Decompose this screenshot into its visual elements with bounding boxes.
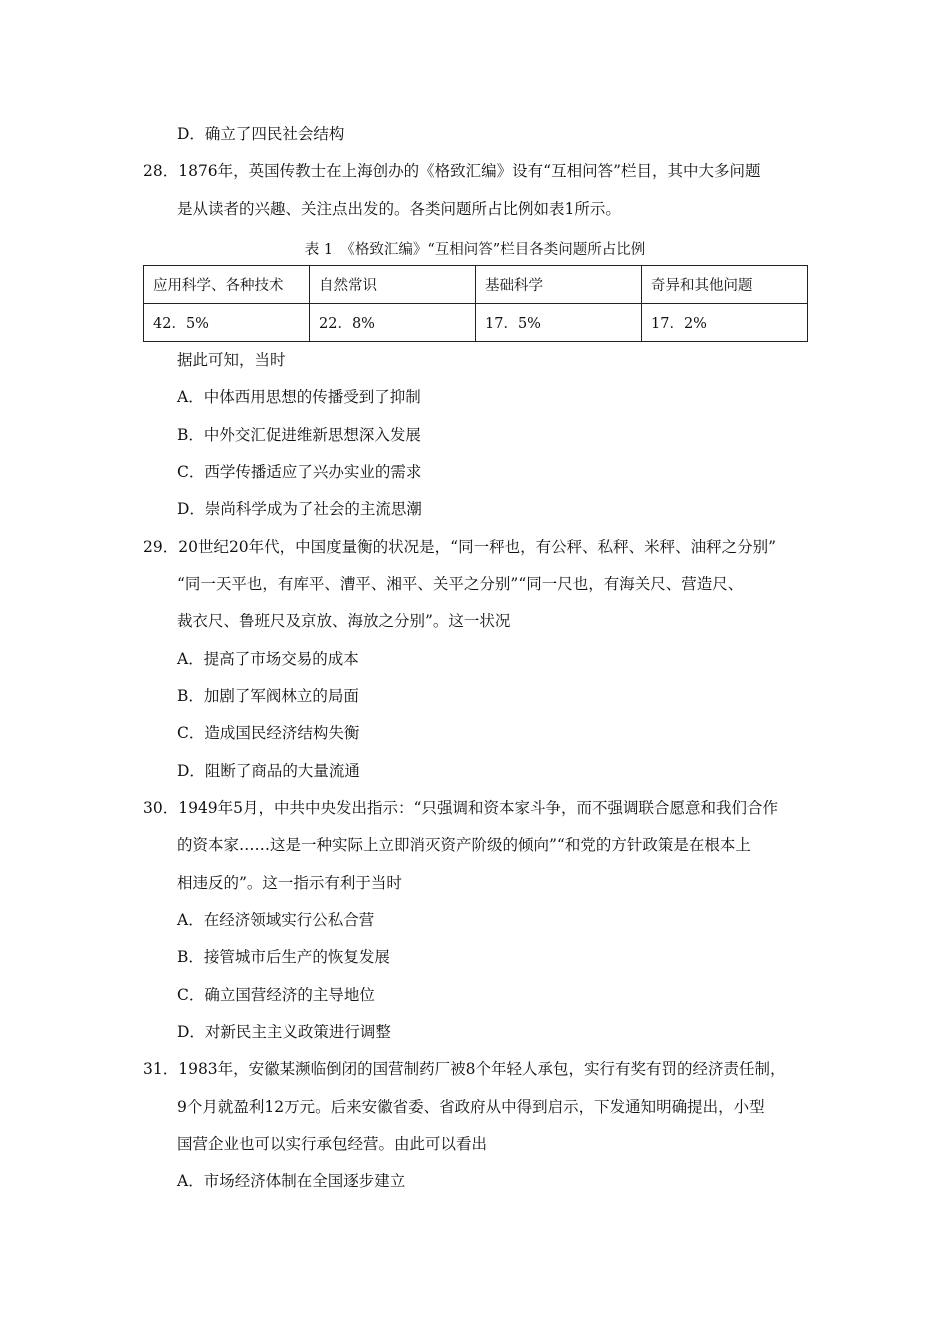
q30-option-a: A．在经济领域实行公私合营	[177, 911, 375, 929]
q29-stem-line3: 裁衣尺、鲁班尺及京放、海放之分别”。这一状况	[177, 612, 511, 630]
q28-stem-line2: 是从读者的兴趣、关注点出发的。各类问题所占比例如表1所示。	[177, 200, 621, 218]
q29-stem-line2: “同一天平也，有库平、漕平、湘平、关平之分别”“同一尺也，有海关尺、营造尺、	[177, 575, 744, 593]
q28-option-c: C．西学传播适应了兴办实业的需求	[177, 463, 422, 481]
table-row	[144, 304, 808, 342]
q30-option-b: B．接管城市后生产的恢复发展	[177, 948, 390, 966]
q31-stem-line1: 31．1983年，安徽某濒临倒闭的国营制药厂被8个年轻人承包，实行有奖有罚的经济责任制，	[143, 1060, 786, 1078]
q29-option-d: D．阻断了商品的大量流通	[177, 762, 360, 780]
table-header-cell: 自然常识	[310, 266, 476, 304]
table-caption: 表 1 《格致汇编》“互相问答”栏目各类问题所占比例	[304, 242, 646, 258]
table-cell: 17．5%	[476, 304, 642, 342]
q28-stem-line1: 28．1876年，英国传教士在上海创办的《格致汇编》设有“互相问答”栏目，其中大多问题	[143, 162, 761, 180]
q28-option-d: D．崇尚科学成为了社会的主流思潮	[177, 500, 422, 518]
q28-option-b: B．中外交汇促进维新思想深入发展	[177, 426, 421, 444]
table-header-cell: 应用科学、各种技术	[144, 266, 310, 304]
q30-option-c: C．确立国营经济的主导地位	[177, 986, 375, 1004]
q31-stem-line2: 9个月就盈利12万元。后来安徽省委、省政府从中得到启示，下发通知明确提出，小型	[177, 1098, 765, 1116]
table-header-row	[144, 266, 808, 304]
table-header-cell: 基础科学	[476, 266, 642, 304]
q30-stem-line3: 相违反的”。这一指示有利于当时	[177, 874, 402, 892]
table-cell: 22．8%	[310, 304, 476, 342]
q28-stem: 据此可知，当时	[177, 351, 286, 369]
q30-option-d: D．对新民主主义政策进行调整	[177, 1023, 391, 1041]
q30-stem-line1: 30．1949年5月，中共中央发出指示：“只强调和资本家斗争，而不强调联合愿意和我们合作	[143, 799, 778, 817]
table-cell: 17．2%	[642, 304, 808, 342]
q29-option-b: B．加剧了军阀林立的局面	[177, 687, 359, 705]
q28-option-a: A．中体西用思想的传播受到了抑制	[177, 388, 421, 406]
table-cell: 42．5%	[144, 304, 310, 342]
table-header-cell: 奇异和其他问题	[642, 266, 808, 304]
proportion-table	[143, 265, 808, 342]
q30-stem-line2: 的资本家……这是一种实际上立即消灭资产阶级的倾向”“和党的方针政策是在根本上	[177, 836, 751, 854]
q29-stem-line1: 29．20世纪20年代，中国度量衡的状况是，“同一秤也，有公秤、私秤、米秤、油秤之分别”	[143, 538, 777, 556]
q31-option-a: A．市场经济体制在全国逐步建立	[177, 1172, 406, 1190]
q29-option-c: C．造成国民经济结构失衡	[177, 724, 360, 742]
q31-stem-line3: 国营企业也可以实行承包经营。由此可以看出	[177, 1135, 488, 1153]
q29-option-a: A．提高了市场交易的成本	[177, 650, 359, 668]
q27-option-d: D．确立了四民社会结构	[177, 125, 345, 143]
